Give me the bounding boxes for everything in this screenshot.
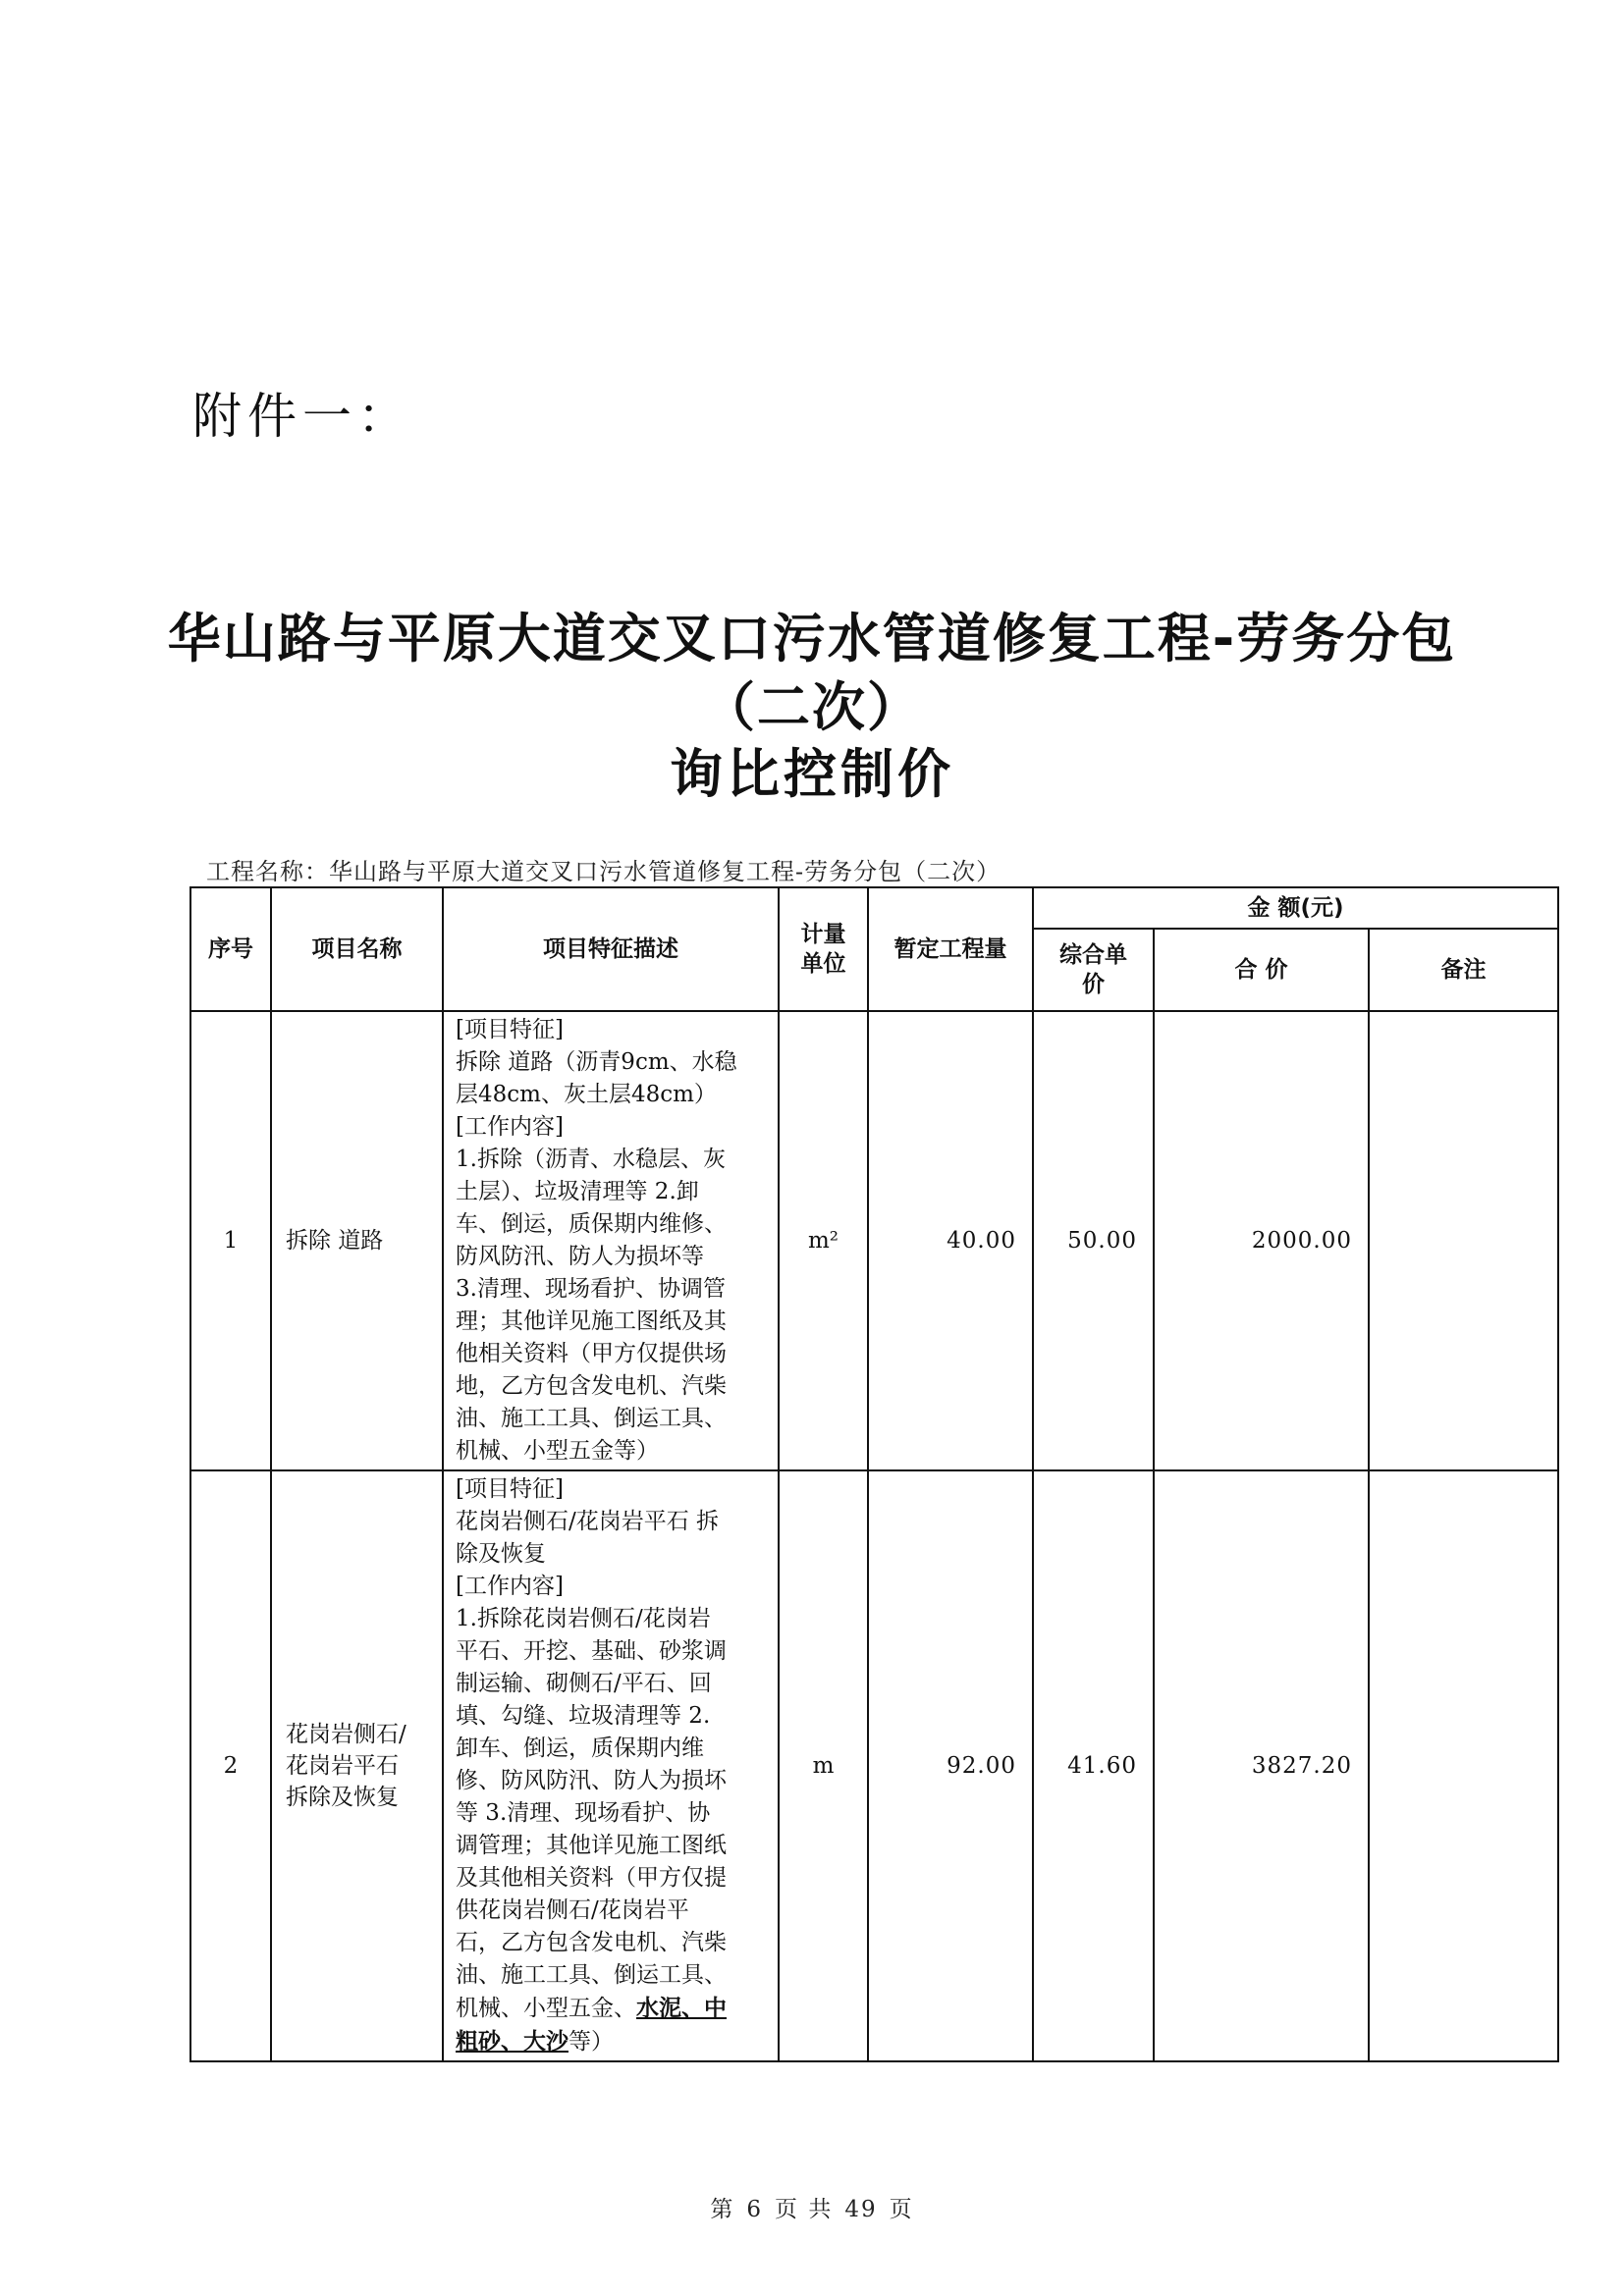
header-unit-price: 综合单价 [1033, 929, 1154, 1011]
row-no: 2 [190, 1470, 271, 2061]
header-no: 序号 [190, 887, 271, 1011]
header-unit: 计量单位 [779, 887, 868, 1011]
project-name-line: 工程名称：华山路与平原大道交叉口污水管道修复工程-劳务分包（二次） [206, 858, 1001, 885]
table-row [190, 1470, 1558, 2061]
page-title-line2: （二次） [702, 676, 922, 738]
header-quantity: 暂定工程量 [868, 887, 1033, 1011]
row-unit-price: 50.00 [1033, 1011, 1154, 1470]
row-description: [项目特征] 拆除 道路（沥青9cm、水稳 层48cm、灰土层48cm） [工作内容] 1.拆除（沥青、水稳层、灰 土层）、垃圾清理等 2.卸 车、倒运，质保期内维修、 防风防汛、防人为损坏等 3.清理、现场看护、协调管 理；其他详见施工图纸及其 他相关资料（甲方仅提供场 地，乙方包含发电机、汽柴 油、施工工具、倒运工具、 机械、小型五金等） [443, 1011, 779, 1470]
table-row [190, 1011, 1558, 1470]
header-item-description: 项目特征描述 [443, 887, 779, 1011]
row-unit-price: 41.60 [1033, 1470, 1154, 2061]
row-no: 1 [190, 1011, 271, 1470]
header-item-name: 项目名称 [271, 887, 443, 1011]
header-amount-group: 金 额(元) [1033, 887, 1558, 929]
row-total: 3827.20 [1154, 1470, 1369, 2061]
header-total: 合 价 [1154, 929, 1369, 1011]
row-quantity: 40.00 [868, 1011, 1033, 1470]
row-unit: m [779, 1470, 868, 2061]
row-item-name: 花岗岩侧石/ 花岗岩平石 拆除及恢复 [271, 1470, 443, 2061]
title-block [147, 605, 1477, 807]
page-footer: 第 6 页 共 49 页 [710, 2197, 914, 2222]
current-page-number: 6 [746, 2197, 764, 2222]
page-title: 华山路与平原大道交叉口污水管道修复工程-劳务分包 [167, 608, 1457, 669]
attachment-label: 附件一： [192, 388, 412, 445]
row-description: [项目特征] 花岗岩侧石/花岗岩平石 拆 除及恢复 [工作内容] 1.拆除花岗岩侧石/花岗岩 平石、开挖、基础、砂浆调 制运输、砌侧石/平石、回 填、勾缝、垃圾清理等 2. 卸车、倒运，质保期内维 修、防风防汛、防人为损坏 等 3.清理、现场看护、协 调管理；其他详见施工图纸 及其他相关资料（甲方仅提 供花岗岩侧石/花岗岩平 石，乙方包含发电机、汽柴 油、施工工具、倒运工具、 机械、小型五金、水泥、中 粗砂、大沙等） [443, 1470, 779, 2061]
row-remark [1369, 1011, 1558, 1470]
row-remark [1369, 1470, 1558, 2061]
bill-of-quantities-table [189, 886, 1559, 2062]
row-item-name: 拆除 道路 [271, 1011, 443, 1470]
row-total: 2000.00 [1154, 1011, 1369, 1470]
page-subtitle: 询比控制价 [670, 743, 954, 805]
header-remark: 备注 [1369, 929, 1558, 1011]
row-quantity: 92.00 [868, 1470, 1033, 2061]
total-page-count: 49 [844, 2197, 878, 2222]
row-unit: m² [779, 1011, 868, 1470]
